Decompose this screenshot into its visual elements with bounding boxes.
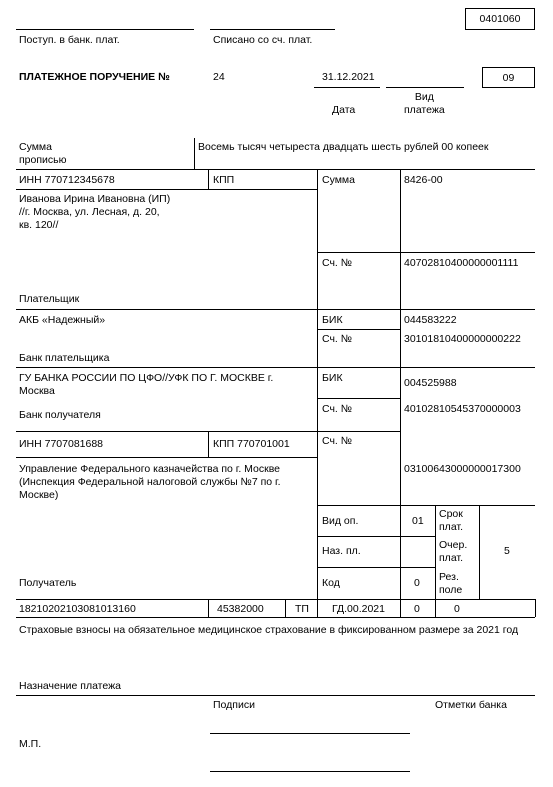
grid-line: [317, 329, 400, 330]
amount-value: 8426-00: [404, 174, 443, 186]
status-code: 09: [502, 71, 515, 84]
priority-label: Очер. плат.: [439, 539, 468, 564]
debited-date-line: [210, 29, 335, 30]
oktmo: 45382000: [217, 603, 264, 615]
payee-kpp: КПП 770701001: [213, 438, 290, 450]
order-number: 24: [213, 71, 225, 83]
stamp-label: М.П.: [19, 738, 42, 750]
grid-vline: [208, 169, 209, 189]
grid-line: [317, 536, 435, 537]
grid-vline: [400, 169, 401, 617]
form-code-box: [465, 8, 535, 30]
purpose-code-label: Наз. пл.: [322, 545, 361, 557]
grid-vline: [479, 505, 480, 599]
payee-bank-account-label: Сч. №: [322, 403, 353, 415]
payee-bank-bik: 004525988: [404, 377, 457, 389]
tax-doc-number: 0: [414, 603, 420, 615]
signature-line-2: [210, 771, 410, 772]
payment-purpose-label: Назначение платежа: [19, 680, 121, 692]
payee-bank-account: 40102810545370000003: [404, 403, 521, 415]
payer-bank-name: АКБ «Надежный»: [19, 314, 106, 326]
date-line: [314, 87, 380, 88]
payment-type-line: [386, 87, 464, 88]
tax-basis: ТП: [295, 603, 309, 615]
grid-line: [317, 252, 535, 253]
payee-bank-name: ГУ БАНКА РОССИИ ПО ЦФО//УФК ПО Г. МОСКВЕ г. Москва: [19, 372, 274, 397]
grid-line: [317, 567, 435, 568]
payer-account-label: Сч. №: [322, 257, 353, 269]
grid-vline: [317, 169, 318, 617]
divider: [194, 138, 195, 169]
tax-doc-date: 0: [454, 603, 460, 615]
payee-name: Управление Федерального казначейства по г. Москве (Инспекция Федеральной налоговой службы №7 по г. Москве): [19, 463, 281, 501]
payer-account: 40702810400000001111: [404, 257, 519, 269]
code-label: Код: [322, 577, 340, 589]
tax-period: ГД.00.2021: [332, 603, 385, 615]
order-date: 31.12.2021: [322, 71, 375, 83]
payee-bank-label: Банк получателя: [19, 409, 101, 421]
received-label: Поступ. в банк. плат.: [19, 34, 120, 46]
payer-label: Плательщик: [19, 293, 80, 305]
payer-bank-account: 30101810400000000222: [404, 333, 521, 345]
kbk: 18210202103081013160: [19, 603, 136, 615]
op-type-label: Вид оп.: [322, 515, 359, 527]
grid-line: [16, 367, 535, 368]
payer-bank-account-label: Сч. №: [322, 333, 353, 345]
term-label: Срок плат.: [439, 508, 463, 533]
grid-line: [16, 169, 535, 170]
received-date-line: [16, 29, 194, 30]
grid-line: [317, 505, 535, 506]
order-title: ПЛАТЕЖНОЕ ПОРУЧЕНИЕ №: [19, 71, 170, 83]
grid-line: [317, 398, 400, 399]
op-type: 01: [412, 515, 424, 527]
payee-account: 03100643000000017300: [404, 463, 521, 475]
payer-bank-bik: 044583222: [404, 314, 457, 326]
code-value: 0: [414, 577, 420, 589]
grid-vline: [208, 431, 209, 457]
payment-purpose: Страховые взносы на обязательное медицинское страхование в фиксированном размере за 2021 год: [19, 624, 519, 636]
grid-line: [16, 599, 535, 600]
grid-vline: [535, 599, 536, 617]
payer-bank-label: Банк плательщика: [19, 352, 110, 364]
signature-line-1: [210, 733, 410, 734]
payee-account-label: Сч. №: [322, 435, 353, 447]
amount-words-label: Сумма прописью: [19, 141, 67, 166]
payer-name: Иванова Ирина Ивановна (ИП) //г. Москва, ул. Лесная, д. 20, кв. 120//: [19, 193, 171, 231]
signatures-label: Подписи: [213, 699, 255, 711]
status-box: [482, 67, 535, 88]
grid-vline: [285, 599, 286, 617]
amount-words: Восемь тысяч четыреста двадцать шесть рублей 00 копеек: [198, 141, 489, 153]
payer-kpp: КПП: [213, 174, 235, 186]
payer-bank-bik-label: БИК: [322, 314, 343, 326]
date-label: Дата: [332, 104, 356, 116]
payment-type-label: Вид платежа: [404, 91, 445, 116]
payee-label: Получатель: [19, 577, 77, 589]
payer-inn: ИНН 770712345678: [19, 174, 115, 186]
grid-line: [16, 617, 535, 618]
payee-bank-bik-label: БИК: [322, 372, 343, 384]
grid-line: [16, 189, 317, 190]
bank-marks-label: Отметки банка: [435, 699, 507, 711]
purpose-line: [16, 695, 535, 696]
grid-line: [16, 457, 317, 458]
grid-vline: [435, 505, 436, 617]
reserve-label: Рез. поле: [439, 571, 463, 596]
amount-label: Сумма: [322, 174, 355, 186]
debited-label: Списано со сч. плат.: [213, 34, 313, 46]
grid-line: [16, 309, 535, 310]
priority-value: 5: [504, 545, 510, 557]
payee-inn: ИНН 7707081688: [19, 438, 104, 450]
grid-vline: [208, 599, 209, 617]
form-code: 0401060: [479, 13, 521, 25]
